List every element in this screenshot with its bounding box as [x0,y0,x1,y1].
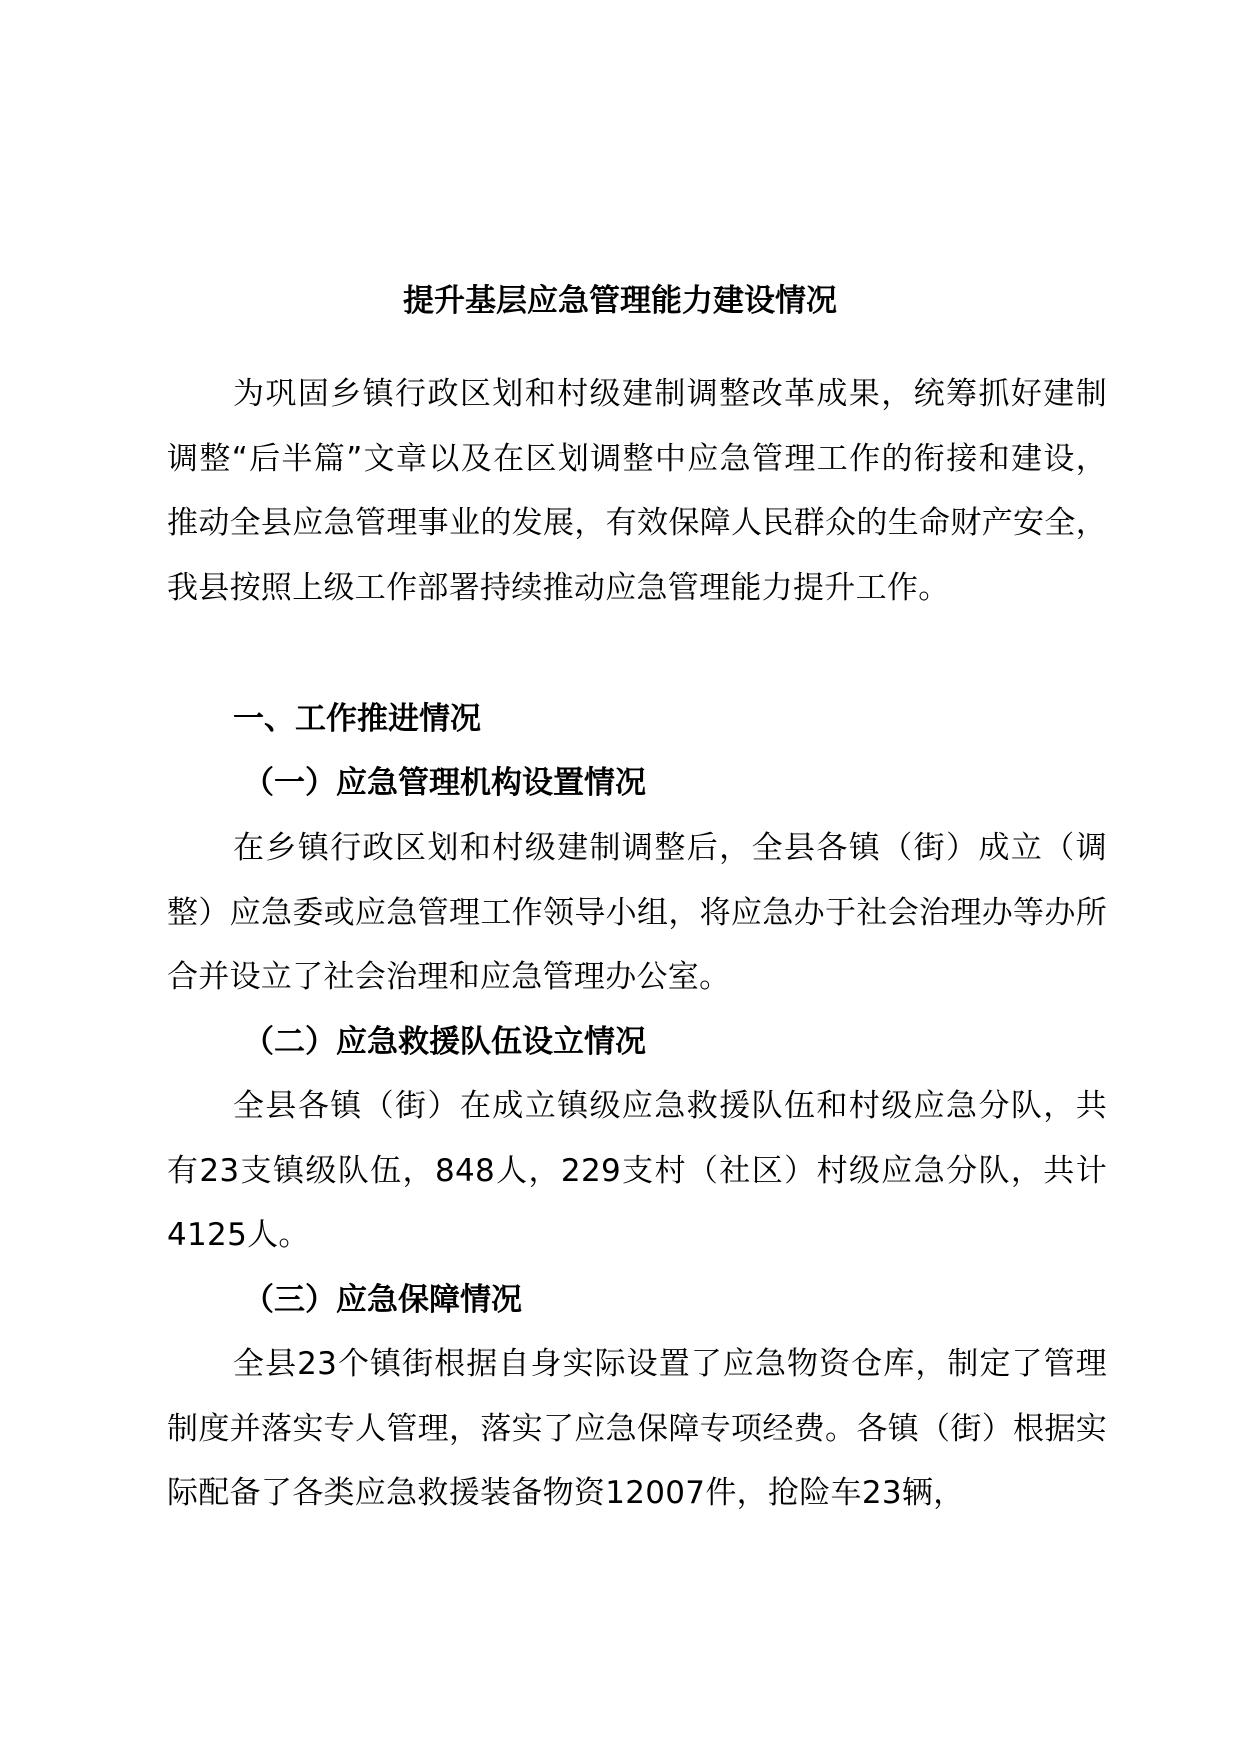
subsection-paragraph-2: 全县各镇（街）在成立镇级应急救援队伍和村级应急分队，共有23支镇级队伍，848人，229支村（社区）村级应急分队，共计4125人。 [167,1088,1107,1253]
subsection-paragraph-1: 在乡镇行政区划和村级建制调整后，全县各镇（街）成立（调整）应急委或应急管理工作领导小组，将应急办于社会治理办等办所合并设立了社会治理和应急管理办公室。 [167,830,1107,995]
section-heading-1: 一、工作推进情况 [233,701,481,737]
subsection-heading-2: （二）应急救援队伍设立情况 [243,1024,646,1060]
subsection-heading-1: （一）应急管理机构设置情况 [243,765,646,801]
subsection-heading-3: （三）应急保障情况 [243,1282,522,1318]
intro-paragraph: 为巩固乡镇行政区划和村级建制调整改革成果，统筹抓好建制调整“后半篇”文章以及在区划调整中应急管理工作的衔接和建设，推动全县应急管理事业的发展，有效保障人民群众的生命财产安全，我县按照上级工作部署持续推动应急管理能力提升工作。 [167,376,1107,606]
subsection-paragraph-3: 全县23个镇街根据自身实际设置了应急物资仓库，制定了管理制度并落实专人管理，落实了应急保障专项经费。各镇（街）根据实际配备了各类应急救援装备物资12007件，抢险车23辆， [167,1346,1107,1511]
document-title: 提升基层应急管理能力建设情况 [403,283,837,319]
